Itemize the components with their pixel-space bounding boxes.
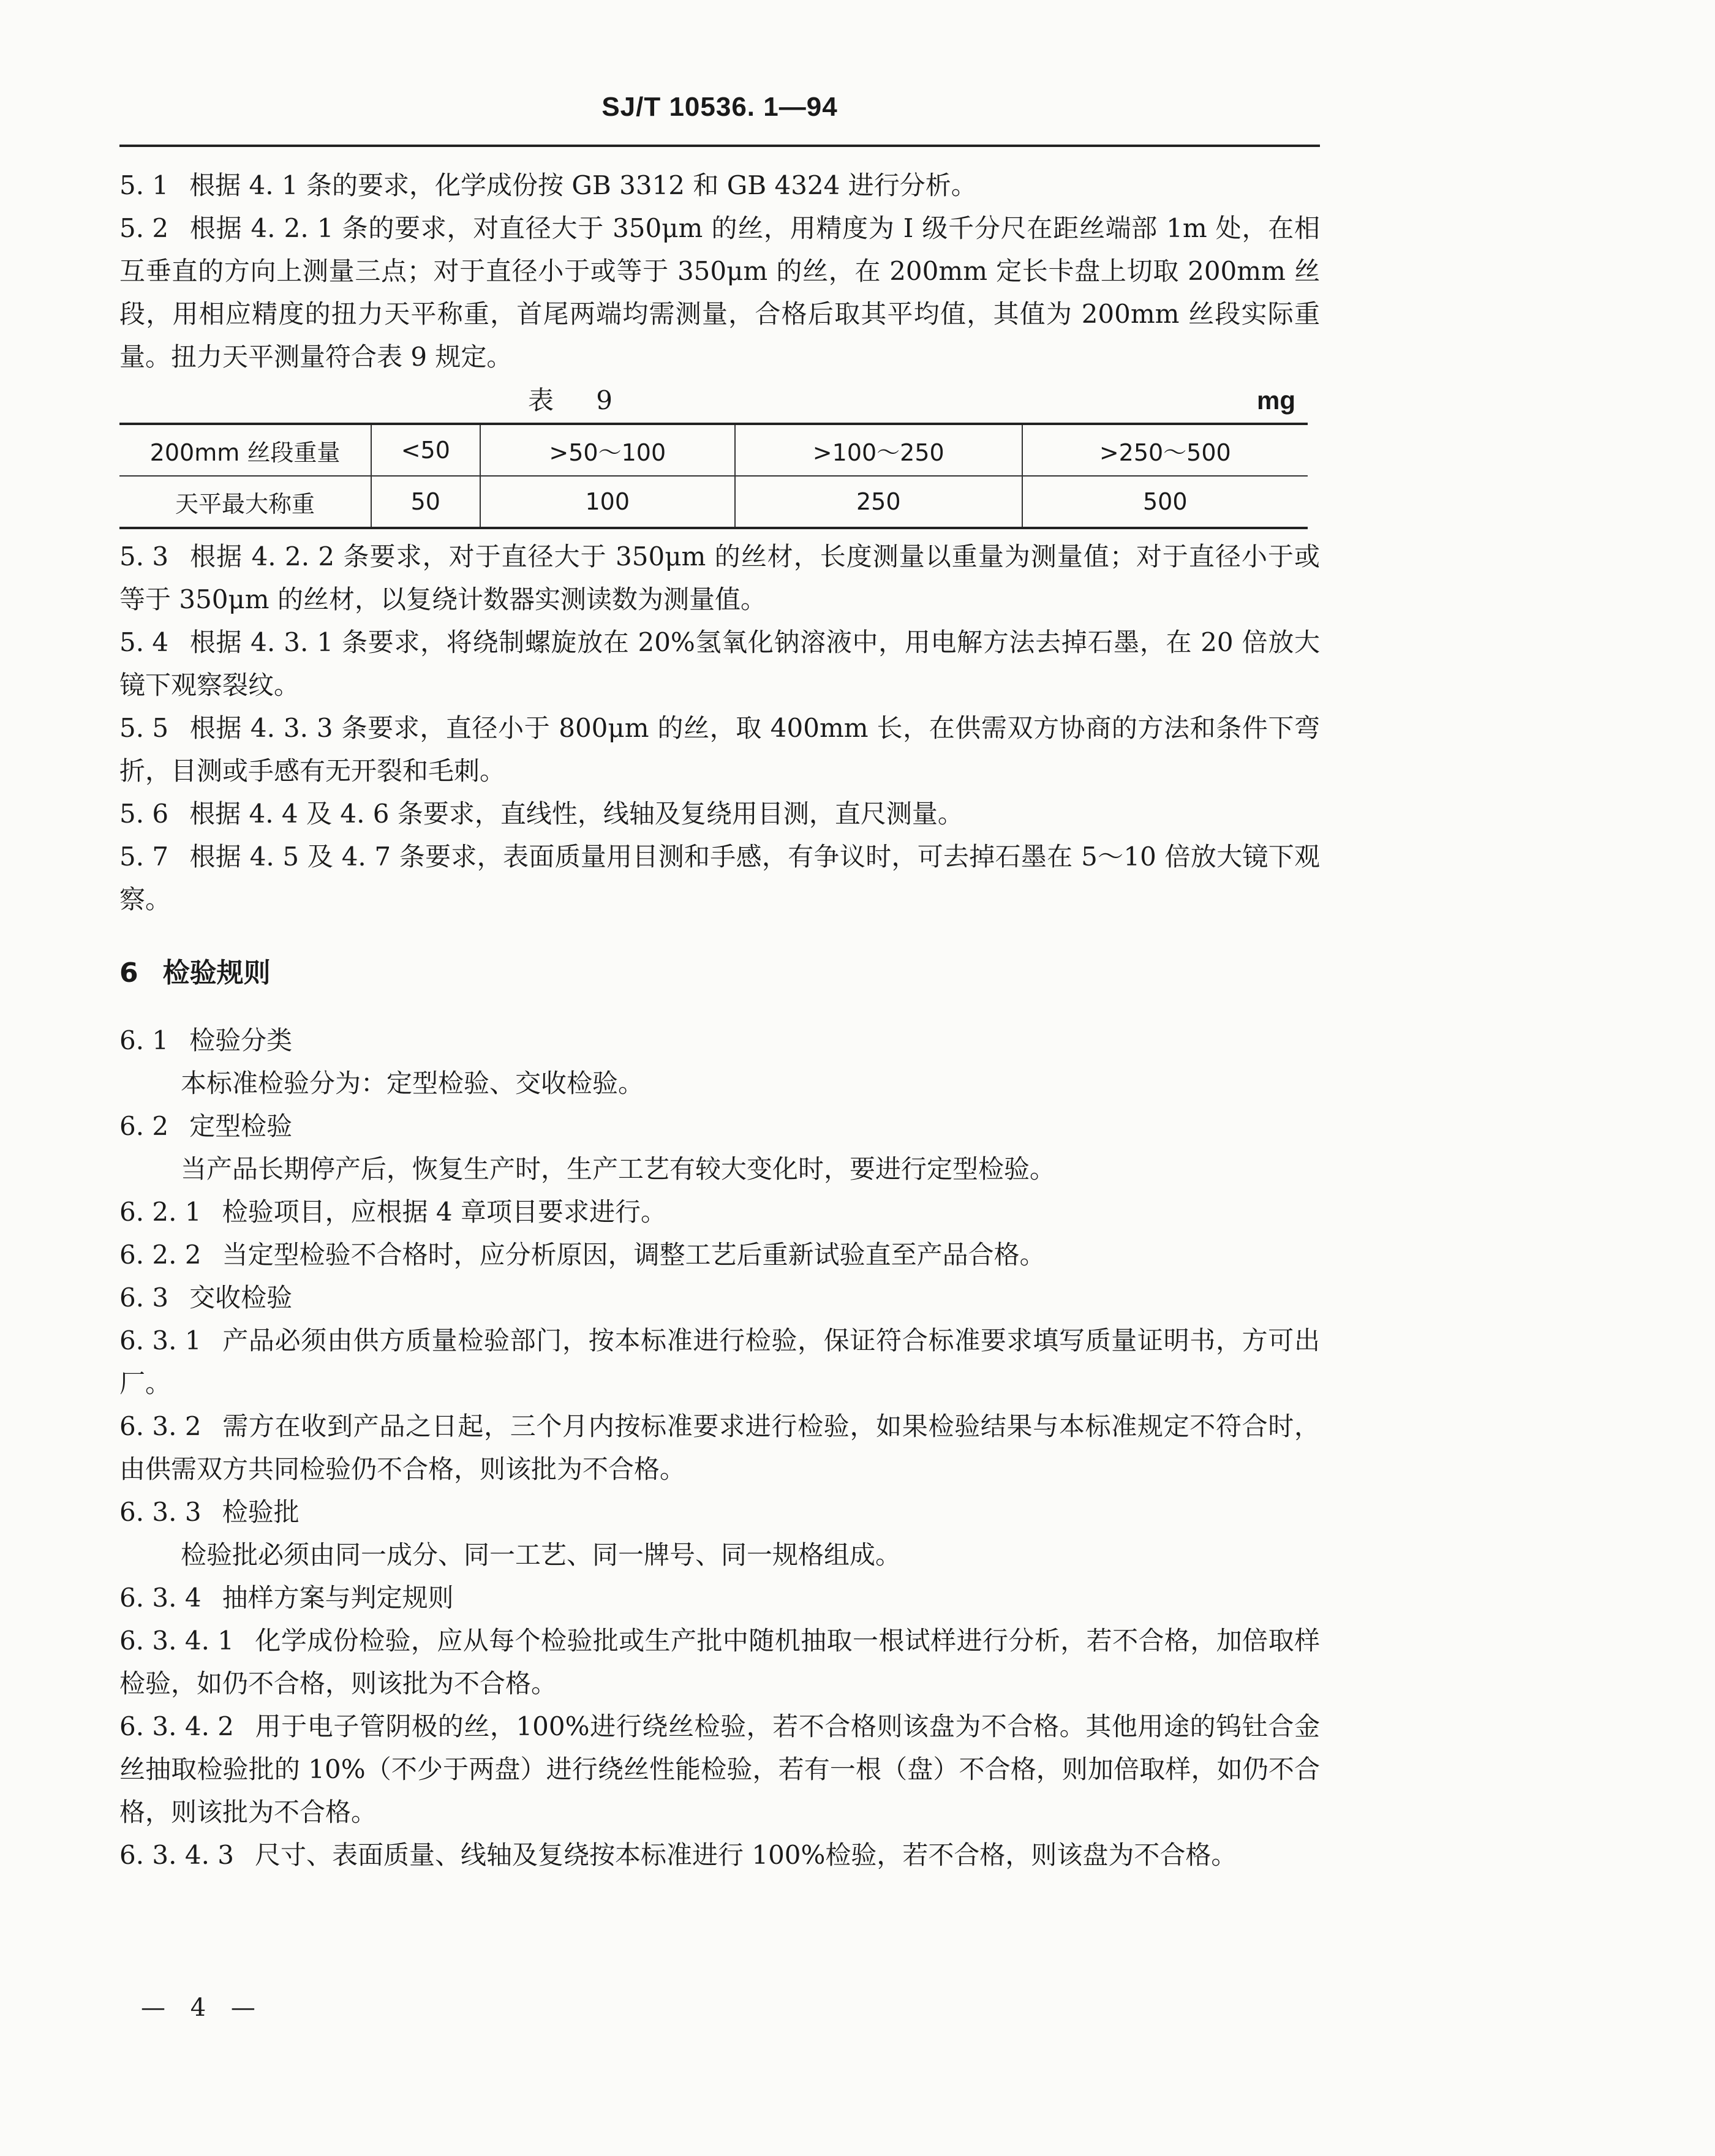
clauses-5-1-to-5-2 (119, 164, 1320, 379)
clause-text: 抽样方案与判定规则 (222, 1583, 454, 1613)
clause-text: 化学成份检验，应从每个检验批或生产批中随机抽取一根试样进行分析，若不合格，加倍取样检验，如仍不合格，则该批为不合格。 (119, 1626, 1320, 1698)
clause-number: 6. 3. 4 (119, 1583, 202, 1613)
clauses-6 (119, 1019, 1320, 1877)
section-6-number: 6 (119, 957, 138, 989)
clause-text: 根据 4. 5 及 4. 7 条要求，表面质量用目测和手感，有争议时，可去掉石墨在 5～10 倍放大镜下观察。 (119, 842, 1320, 914)
clause-number: 6. 2. 1 (119, 1197, 202, 1227)
clause-paragraph (119, 1834, 1320, 1877)
clause-text: 根据 4. 4 及 4. 6 条要求，直线性，线轴及复绕用目测，直尺测量。 (189, 799, 963, 829)
clause-text: 根据 4. 1 条的要求，化学成份按 GB 3312 和 GB 4324 进行分析。 (189, 170, 977, 200)
clause-text: 当定型检验不合格时，应分析原因，调整工艺后重新试验直至产品合格。 (222, 1240, 1046, 1270)
clause-text: 根据 4. 2. 1 条的要求，对直径大于 350μm 的丝，用精度为 I 级千分尺在距丝端部 1m 处，在相互垂直的方向上测量三点；对于直径小于或等于 350μm 的丝，在 200mm 定长卡盘上切取 200mm 丝段，用相应精度的扭力天平称重，首尾两端均需测量，合格后取其平均值，其值为 200mm 丝段实际重量。扭力天平测量符合表 9 规定。 (119, 213, 1320, 372)
clause-number: 5. 7 (119, 842, 169, 872)
table-cell: 100 (480, 476, 735, 528)
clause-number: 6. 2 (119, 1111, 169, 1141)
clause-paragraph (119, 621, 1320, 707)
clause-text: 检验批必须由同一成分、同一工艺、同一牌号、同一规格组成。 (181, 1540, 902, 1570)
clause-text: 检验批 (222, 1497, 300, 1527)
page-content (119, 164, 1320, 1877)
table-row (119, 424, 1308, 476)
page-number: — 4 — (141, 1994, 264, 2022)
clause-paragraph (119, 1405, 1320, 1491)
clause-number: 6. 3. 2 (119, 1411, 202, 1441)
table-cell: 250 (735, 476, 1022, 528)
clause-number: 5. 6 (119, 799, 169, 829)
clause-number: 6. 3. 1 (119, 1325, 202, 1355)
clause-paragraph (119, 1534, 1320, 1577)
clause-paragraph (119, 164, 1320, 207)
clause-paragraph (119, 1705, 1320, 1834)
clause-paragraph (119, 1062, 1320, 1105)
clause-text: 检验项目，应根据 4 章项目要求进行。 (222, 1197, 667, 1227)
clause-text: 根据 4. 3. 1 条要求，将绕制螺旋放在 20%氢氧化钠溶液中，用电解方法去掉石墨，在 20 倍放大镜下观察裂纹。 (119, 627, 1320, 700)
clause-paragraph (119, 1191, 1320, 1234)
clause-paragraph (119, 1319, 1320, 1405)
clause-number: 6. 1 (119, 1025, 169, 1055)
clause-paragraph (119, 535, 1320, 621)
table-cell: <50 (371, 424, 480, 476)
table-cell: >100～250 (735, 424, 1022, 476)
clause-text: 交收检验 (189, 1283, 293, 1313)
clause-number: 6. 3. 4. 3 (119, 1840, 234, 1870)
table-9-caption (119, 379, 1320, 423)
table-cell: 50 (371, 476, 480, 528)
clause-number: 5. 4 (119, 627, 169, 657)
clause-text: 产品必须由供方质量检验部门，按本标准进行检验，保证符合标准要求填写质量证明书，方可出厂。 (119, 1325, 1320, 1398)
clause-paragraph (119, 793, 1320, 835)
clause-text: 当产品长期停产后，恢复生产时，生产工艺有较大变化时，要进行定型检验。 (181, 1154, 1056, 1184)
table-row (119, 476, 1308, 528)
clause-paragraph (119, 1577, 1320, 1619)
table-9-unit: mg (1257, 386, 1295, 415)
clause-text: 检验分类 (189, 1025, 293, 1055)
clause-paragraph (119, 1148, 1320, 1191)
table-cell: >250～500 (1022, 424, 1308, 476)
clause-number: 6. 3. 4. 1 (119, 1626, 234, 1656)
clause-number: 6. 3. 3 (119, 1497, 202, 1527)
clause-paragraph (119, 707, 1320, 793)
clauses-5-3-to-5-7 (119, 535, 1320, 921)
table-9-title: 表 9 (527, 385, 630, 415)
row-header-cell: 200mm 丝段重量 (149, 439, 341, 466)
table-cell: 500 (1022, 476, 1308, 528)
clause-number: 5. 5 (119, 713, 169, 743)
clause-number: 5. 1 (119, 170, 169, 200)
clause-paragraph (119, 1019, 1320, 1062)
row-header-cell: 天平最大称重 (119, 476, 371, 528)
clause-text: 根据 4. 3. 3 条要求，直径小于 800μm 的丝，取 400mm 长，在供需双方协商的方法和条件下弯折，目测或手感有无开裂和毛刺。 (119, 713, 1320, 786)
section-6-heading (119, 952, 1320, 995)
clause-number: 6. 2. 2 (119, 1240, 202, 1270)
clause-text: 尺寸、表面质量、线轴及复绕按本标准进行 100%检验，若不合格，则该盘为不合格。 (255, 1840, 1237, 1870)
clause-text: 需方在收到产品之日起，三个月内按标准要求进行检验，如果检验结果与本标准规定不符合时，由供需双方共同检验仍不合格，则该批为不合格。 (119, 1411, 1320, 1484)
clause-number: 5. 3 (119, 541, 169, 571)
clause-text: 本标准检验分为：定型检验、交收检验。 (181, 1068, 644, 1098)
clause-text: 定型检验 (189, 1111, 293, 1141)
clause-text: 根据 4. 2. 2 条要求，对于直径大于 350μm 的丝材，长度测量以重量为测量值；对于直径小于或等于 350μm 的丝材，以复绕计数器实测读数为测量值。 (119, 541, 1320, 614)
clause-paragraph (119, 1619, 1320, 1705)
table-cell: >50～100 (480, 424, 735, 476)
header-rule (119, 145, 1320, 147)
clause-number: 6. 3 (119, 1283, 169, 1313)
clause-paragraph (119, 1491, 1320, 1534)
clause-paragraph (119, 1105, 1320, 1148)
clause-paragraph (119, 1276, 1320, 1319)
clause-paragraph (119, 207, 1320, 379)
clause-number: 5. 2 (119, 213, 169, 243)
table-9 (119, 423, 1308, 529)
clause-text: 用于电子管阴极的丝，100%进行绕丝检验，若不合格则该盘为不合格。其他用途的钨钍合金丝抽取检验批的 10%（不少于两盘）进行绕丝性能检验，若有一根（盘）不合格，则加倍取样，如仍不合格，则该批为不合格。 (119, 1711, 1320, 1827)
standard-code-header: SJ/T 10536. 1—94 (601, 92, 838, 122)
clause-paragraph (119, 1234, 1320, 1276)
clause-number: 6. 3. 4. 2 (119, 1711, 234, 1741)
section-6-title: 检验规则 (162, 957, 271, 989)
clause-paragraph (119, 835, 1320, 921)
